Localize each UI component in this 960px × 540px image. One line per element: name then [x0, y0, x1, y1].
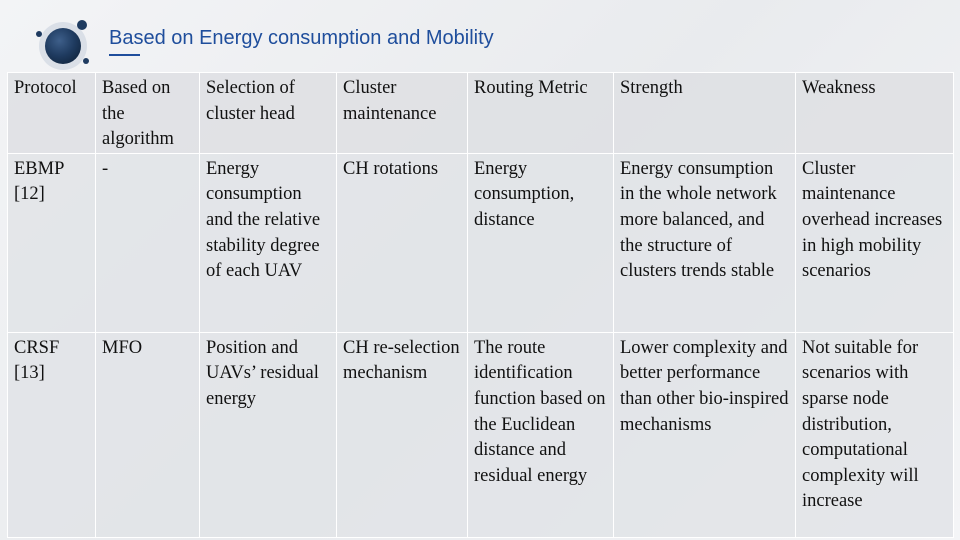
title-underline [109, 54, 140, 56]
table-cell: CH re-selection mechanism [337, 332, 468, 537]
table-header-row [8, 73, 954, 154]
page-title: Based on Energy consumption and Mobility [109, 27, 494, 49]
table-cell: Position and UAVs’ residual energy [200, 332, 337, 537]
table-cell: Cluster maintenance overhead increases in high mobility scenarios [796, 153, 954, 332]
header-based-on-algorithm: Based on the algorithm [96, 73, 200, 154]
comparison-table [7, 72, 954, 538]
table-cell: MFO [96, 332, 200, 537]
table-cell: EBMP [12] [8, 153, 96, 332]
header-routing-metric: Routing Metric [468, 73, 614, 154]
table-cell: The route identification function based on the Euclidean distance and residual energy [468, 332, 614, 537]
header-protocol: Protocol [8, 73, 96, 154]
table-row [8, 332, 954, 537]
table-cell: Energy consumption and the relative stability degree of each UAV [200, 153, 337, 332]
table-cell: Lower complexity and better performance than other bio-inspired mechanisms [614, 332, 796, 537]
header-selection-of-cluster-head: Selection of cluster head [200, 73, 337, 154]
logo-icon [34, 16, 94, 72]
table-cell: Energy consumption, distance [468, 153, 614, 332]
table-cell: - [96, 153, 200, 332]
table-row [8, 153, 954, 332]
header-cluster-maintenance: Cluster maintenance [337, 73, 468, 154]
table-cell: Not suitable for scenarios with sparse node distribution, computational complexity will increase [796, 332, 954, 537]
table-cell: CRSF [13] [8, 332, 96, 537]
header-strength: Strength [614, 73, 796, 154]
table-cell: Energy consumption in the whole network more balanced, and the structure of clusters trends stable [614, 153, 796, 332]
header-weakness: Weakness [796, 73, 954, 154]
table-cell: CH rotations [337, 153, 468, 332]
